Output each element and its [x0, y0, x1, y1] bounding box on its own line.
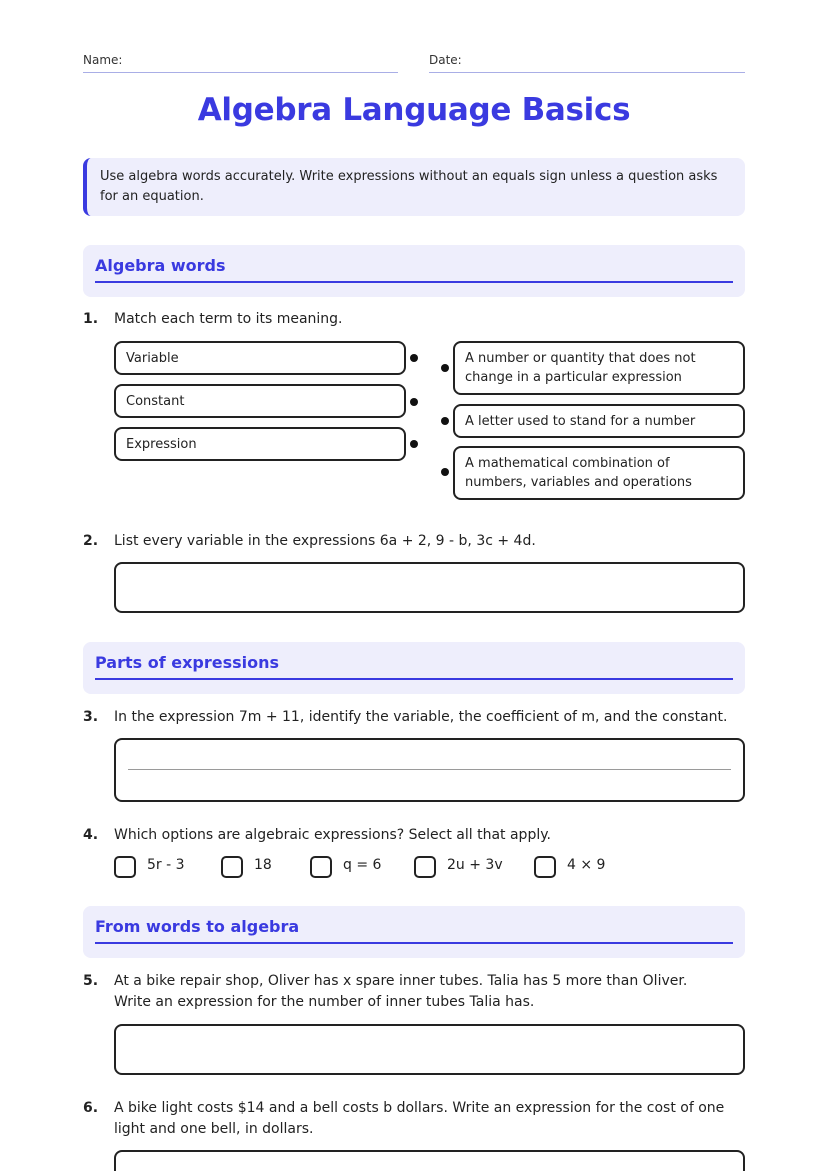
question-number: 5.: [83, 973, 99, 989]
instructions-text: Use algebra words accurately. Write expressions without an equals sign unless a question asks for an equation.: [100, 169, 718, 204]
match-term-variable[interactable]: [114, 341, 406, 375]
match-term-label: Constant: [126, 394, 185, 409]
section-divider: [95, 942, 733, 944]
match-dot-left[interactable]: [410, 354, 418, 362]
option-label: q = 6: [343, 857, 382, 873]
checkbox[interactable]: [114, 856, 136, 878]
question-text: At a bike repair shop, Oliver has x spare inner tubes. Talia has 5 more than Oliver. Write an expression for the number of inner tubes Talia has.: [114, 973, 688, 1010]
instructions-callout: [83, 158, 745, 216]
option-label: 4 × 9: [567, 857, 606, 873]
match-dot-right[interactable]: [441, 417, 449, 425]
section-header: [83, 906, 745, 958]
match-term-label: Expression: [126, 437, 197, 452]
question-text: In the expression 7m + 11, identify the variable, the coefficient of m, and the constant.: [114, 709, 728, 725]
question-text: Which options are algebraic expressions? Select all that apply.: [114, 827, 551, 843]
answer-box[interactable]: [114, 738, 745, 802]
match-dot-right[interactable]: [441, 364, 449, 372]
match-term-constant[interactable]: [114, 384, 406, 418]
answer-box[interactable]: [114, 1024, 745, 1075]
answer-box[interactable]: [114, 562, 745, 613]
question-number: 1.: [83, 311, 99, 327]
option-label: 18: [254, 857, 272, 873]
match-term-label: Variable: [126, 351, 179, 366]
question-text: A bike light costs $14 and a bell costs b dollars. Write an expression for the cost of one light and one bell, in dollars.: [114, 1100, 725, 1137]
name-label: Name:: [83, 53, 123, 67]
question-number: 2.: [83, 533, 99, 549]
section-title: From words to algebra: [95, 917, 300, 936]
option-label: 5r - 3: [147, 857, 185, 873]
question-number: 3.: [83, 709, 99, 725]
checkbox[interactable]: [414, 856, 436, 878]
section-divider: [95, 281, 733, 283]
match-definition-text: A mathematical combination of numbers, variables and operations: [465, 456, 692, 490]
match-definition[interactable]: [453, 446, 745, 500]
question-text: List every variable in the expressions 6a + 2, 9 - b, 3c + 4d.: [114, 533, 536, 549]
match-dot-left[interactable]: [410, 440, 418, 448]
match-dot-left[interactable]: [410, 398, 418, 406]
match-definition[interactable]: [453, 404, 745, 438]
date-field[interactable]: [429, 72, 745, 73]
section-divider: [95, 678, 733, 680]
checkbox[interactable]: [221, 856, 243, 878]
section-title: Parts of expressions: [95, 653, 280, 672]
question-text: Match each term to its meaning.: [114, 311, 343, 327]
match-definition-text: A number or quantity that does not change in a particular expression: [465, 351, 696, 385]
question-number: 4.: [83, 827, 99, 843]
match-definition[interactable]: [453, 341, 745, 395]
section-header: [83, 245, 745, 297]
answer-box[interactable]: [114, 1150, 745, 1171]
option-label: 2u + 3v: [447, 857, 503, 873]
date-label: Date:: [429, 53, 462, 67]
answer-writing-line: [128, 769, 731, 770]
section-header: [83, 642, 745, 694]
question-number: 6.: [83, 1100, 99, 1116]
match-dot-right[interactable]: [441, 468, 449, 476]
match-definition-text: A letter used to stand for a number: [465, 414, 696, 429]
checkbox[interactable]: [534, 856, 556, 878]
page-title: Algebra Language Basics: [197, 92, 631, 128]
match-term-expression[interactable]: [114, 427, 406, 461]
section-title: Algebra words: [95, 256, 226, 275]
name-field[interactable]: [83, 72, 398, 73]
checkbox[interactable]: [310, 856, 332, 878]
